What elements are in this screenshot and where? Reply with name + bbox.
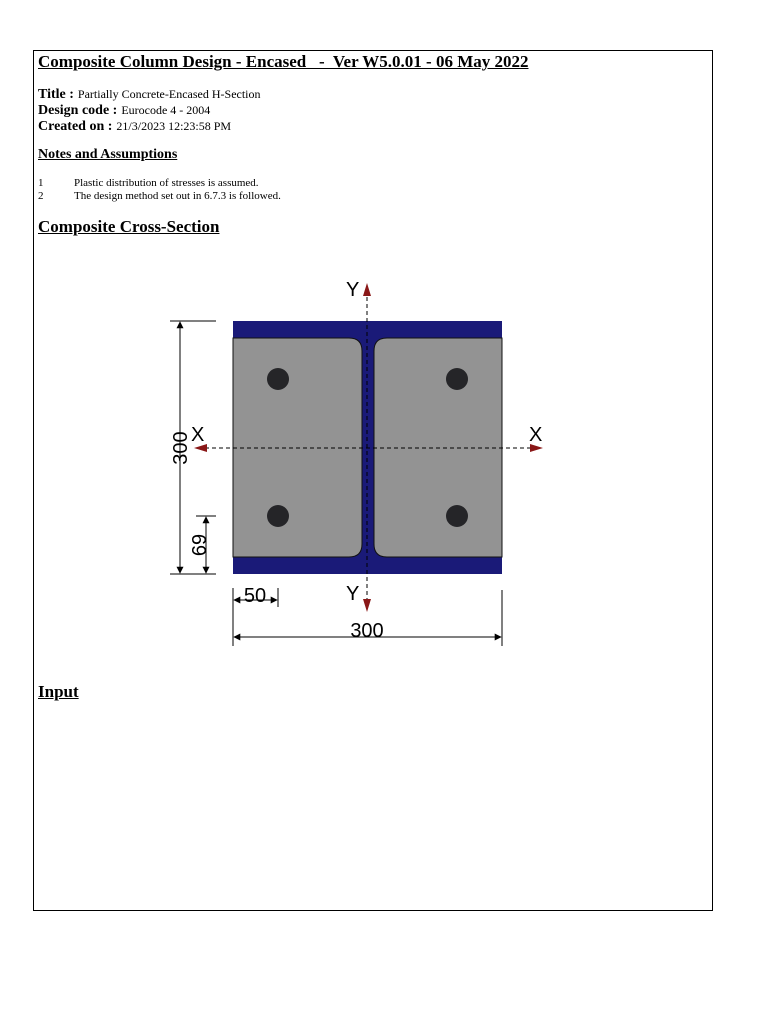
meta-code-value: Eurocode 4 - 2004: [121, 103, 211, 117]
rebar: [446, 368, 468, 390]
rebar: [446, 505, 468, 527]
note-number: 1: [38, 177, 44, 189]
y-axis-arrow-top: [363, 283, 371, 296]
cross-section-heading: Composite Cross-Section: [38, 217, 220, 236]
dim-bar-y-label: 69: [189, 533, 211, 557]
document-title: Composite Column Design - Encased - Ver W5.0.01 - 06 May 2022: [38, 52, 529, 71]
notes-heading: Notes and Assumptions: [38, 147, 178, 162]
rebar: [267, 368, 289, 390]
axis-label-x-left: X: [191, 424, 205, 446]
dim-height-label: 300: [170, 431, 192, 465]
axis-label-x-right: X: [529, 424, 543, 446]
rebar: [267, 505, 289, 527]
note-text: Plastic distribution of stresses is assumed.: [74, 177, 259, 189]
meta-title-value: Partially Concrete-Encased H-Section: [77, 87, 261, 101]
note-number: 2: [38, 190, 44, 202]
input-heading: Input: [38, 682, 79, 701]
axis-label-y-top: Y: [346, 279, 360, 301]
axis-label-y-bottom: Y: [346, 583, 360, 605]
y-axis-arrow-bottom: [363, 599, 371, 612]
meta-created-label: Created on :: [38, 119, 113, 134]
meta-title-label: Title :: [38, 87, 74, 102]
meta-created-value: 21/3/2023 12:23:58 PM: [116, 119, 232, 133]
note-text: The design method set out in 6.7.3 is followed.: [74, 190, 281, 202]
dim-bar-x-label: 50: [243, 585, 267, 607]
meta-code-label: Design code :: [38, 103, 118, 118]
dim-width-label: 300: [350, 620, 384, 642]
